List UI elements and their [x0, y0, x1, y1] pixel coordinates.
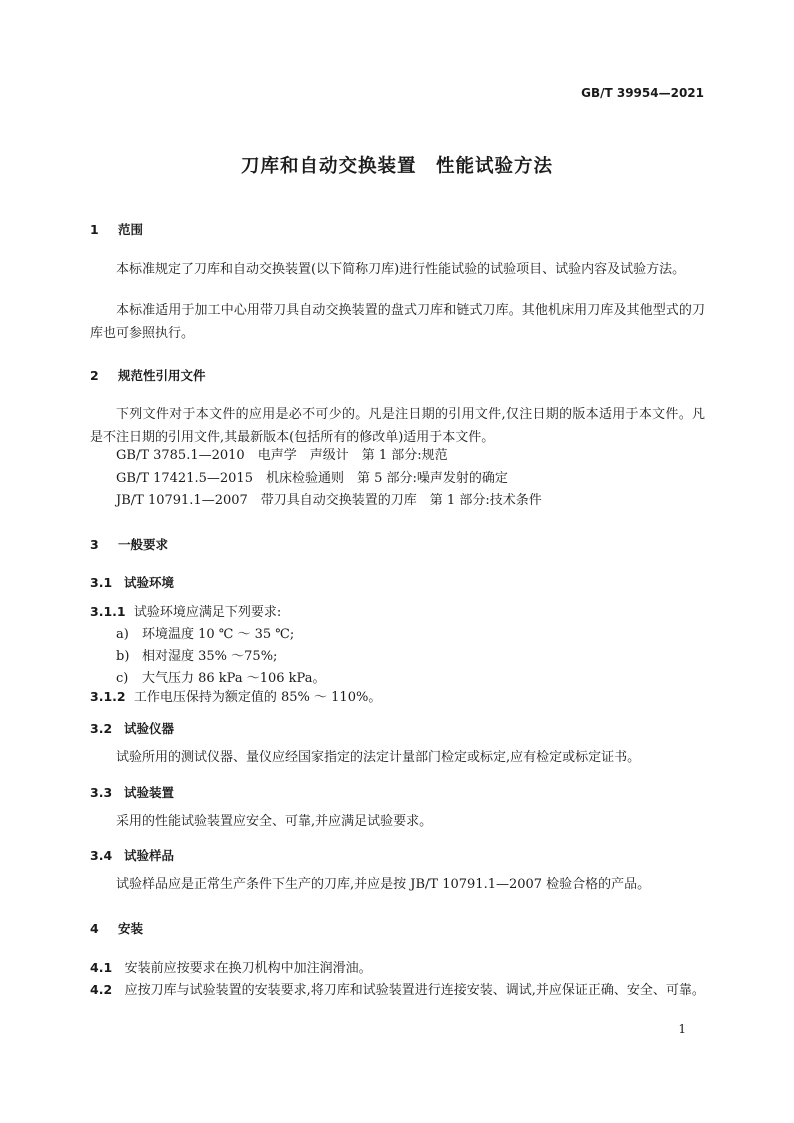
standard-code-header: GB/T 39954—2021 [581, 86, 704, 100]
list-item [116, 645, 277, 668]
section-title: 试验仪器 [124, 721, 175, 736]
section-number: 3.1 [90, 575, 113, 590]
section-title: 试验样品 [124, 848, 175, 863]
clause-number: 3.1.1 [90, 604, 126, 619]
list-item-label: a) [116, 627, 129, 642]
section-1-paragraph-1: 本标准规定了刀库和自动交换装置(以下简称刀库)进行性能试验的试验项目、试验内容及试验方法。 [116, 262, 686, 277]
section-4-heading [90, 919, 143, 937]
clause-text: 应按刀库与试验装置的安装要求,将刀库和试验装置进行连接安装、调试,并应保证正确、安全、可靠。 [124, 983, 705, 998]
section-title: 试验环境 [124, 575, 175, 590]
clause-number: 4.2 [90, 982, 113, 997]
clause-text: 安装前应按要求在换刀机构中加注润滑油。 [124, 961, 372, 976]
clause-number: 4.1 [90, 960, 113, 975]
clause-text: 试验环境应满足下列要求: [133, 605, 282, 620]
section-1-heading [90, 220, 143, 238]
subsection-3-4-heading [90, 846, 174, 864]
section-title: 安装 [118, 921, 144, 936]
subsection-3-1-heading [90, 573, 174, 591]
section-3-heading [90, 535, 168, 553]
page-number: 1 [678, 1022, 686, 1036]
list-item-label: c) [116, 671, 129, 686]
section-number: 4 [90, 921, 99, 936]
subsection-3-2-text: 试验所用的测试仪器、量仪应经国家指定的法定计量部门检定或标定,应有检定或标定证书。 [116, 750, 641, 765]
clause-text: 工作电压保持为额定值的 85% ～ 110%。 [133, 690, 382, 705]
section-1-paragraph-2: 本标准适用于加工中心用带刀具自动交换装置的盘式刀库和链式刀库。其他机床用刀库及其他型式的刀库也可参照执行。 [90, 303, 705, 341]
section-number: 3.4 [90, 848, 113, 863]
section-2-heading [90, 366, 206, 384]
subsection-3-2-heading [90, 719, 174, 737]
clause-number: 3.1.2 [90, 689, 126, 704]
clause-4-1 [90, 956, 372, 980]
section-title: 范围 [118, 222, 144, 237]
section-number: 1 [90, 222, 99, 237]
clause-3-1-1 [90, 600, 281, 624]
subsection-3-3-text: 采用的性能试验装置应安全、可靠,并应满足试验要求。 [116, 814, 433, 829]
section-number: 3.2 [90, 721, 113, 736]
list-item-text: 相对湿度 35% ～75%; [142, 649, 278, 664]
document-title: 刀库和自动交换装置 性能试验方法 [240, 156, 553, 177]
subsection-3-4-text: 试验样品应是正常生产条件下生产的刀库,并应是按 JB/T 10791.1—2007 检验合格的产品。 [116, 877, 651, 892]
list-item [116, 623, 294, 646]
clause-4-2 [90, 978, 705, 1002]
section-2-paragraph: 下列文件对于本文件的应用是必不可少的。凡是注日期的引用文件,仅注日期的版本适用于本文件。凡是不注日期的引用文件,其最新版本(包括所有的修改单)适用于本文件。 [90, 407, 705, 445]
normative-reference: GB/T 3785.1—2010 电声学 声级计 第 1 部分:规范 [116, 448, 448, 463]
subsection-3-3-heading [90, 783, 174, 801]
normative-reference: GB/T 17421.5—2015 机床检验通则 第 5 部分:噪声发射的确定 [116, 471, 508, 486]
normative-reference: JB/T 10791.1—2007 带刀具自动交换装置的刀库 第 1 部分:技术条件 [116, 493, 542, 508]
list-item-label: b) [116, 649, 130, 664]
section-number: 3 [90, 537, 99, 552]
section-title: 试验装置 [124, 785, 175, 800]
section-number: 3.3 [90, 785, 113, 800]
list-item-text: 环境温度 10 ℃ ～ 35 ℃; [142, 627, 295, 642]
section-title: 规范性引用文件 [118, 368, 206, 383]
section-number: 2 [90, 368, 99, 383]
section-title: 一般要求 [118, 537, 169, 552]
list-item-text: 大气压力 86 kPa ～106 kPa。 [142, 671, 326, 686]
clause-3-1-2 [90, 685, 381, 709]
